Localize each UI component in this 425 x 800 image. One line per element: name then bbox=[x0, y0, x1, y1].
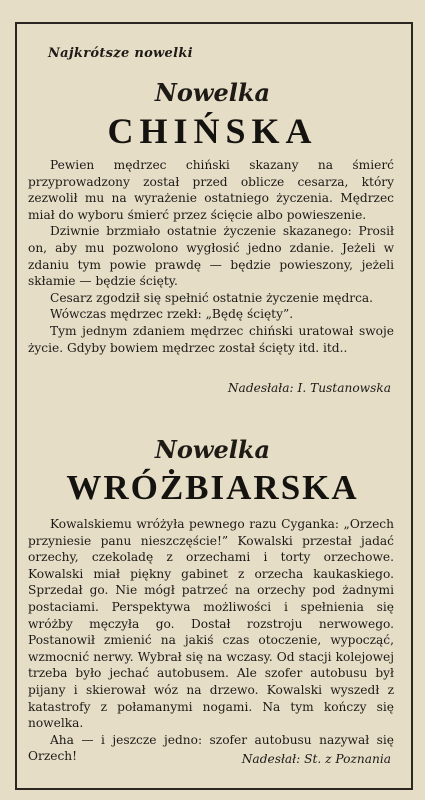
story-2-body bbox=[28, 516, 394, 765]
story-1-paragraph: Tym jednym zdaniem mędrzec chiński uratował swoje życie. Gdyby bowiem mędrzec został ścięty itd. itd.. bbox=[28, 323, 394, 355]
story-1-kicker: Nowelka bbox=[154, 78, 271, 107]
column-title: Najkrótsze nowelki bbox=[48, 46, 193, 61]
story-1-paragraph: Pewien mędrzec chiński skazany na śmierć przyprowadzony został przed oblicze cesarza, który zezwolił mu na wyrażenie ostatniego życzenia. Mędrzec miał do wyboru śmierć przez ścięcie albo powieszenie. bbox=[28, 158, 394, 222]
story-1-body bbox=[28, 157, 394, 356]
story-1-paragraph: Wówczas mędrzec rzekł: „Będę ścięty”. bbox=[50, 307, 294, 322]
story-1-title: CHIŃSKA bbox=[107, 111, 318, 151]
story-2-title: WRÓŻBIARSKA bbox=[66, 468, 359, 507]
story-2-paragraph: Aha — i jeszcze jedno: szofer autobusu nazywał się Orzech! bbox=[28, 732, 394, 764]
story-2-kicker: Nowelka bbox=[154, 435, 271, 464]
story-2-signature: Nadesłał: St. z Poznania bbox=[241, 752, 391, 766]
story-1-paragraph: Dziwnie brzmiało ostatnie życzenie skazanego: Prosił on, aby mu pozwolono wygłosić jedno zdanie. Jeżeli w zdaniu tym powie prawdę — będzie powieszony, jeżeli skłamie — będzie ścięty. bbox=[28, 224, 394, 289]
story-1-paragraph: Cesarz zgodził się spełnić ostatnie życzenie mędrca. bbox=[50, 290, 374, 305]
story-2-paragraph: Kowalskiemu wróżyła pewnego razu Cyganka: „Orzech przyniesie panu nieszczęście!” Kowalski przestał jadać orzechy, czekoladę z orzechami i torty orzechowe. Kowalski miał piękny gabinet z orzecha kaukaskiego. Sprzedał go. Nie mógł patrzeć na orzechy pod żadnymi postaciami. Perspektywa możliwości i spełnienia się wróżby męczyła go. Dostał rozstroju nerwowego. Postanowił zmienić na jakiś czas otoczenie, wypocząć, wzmocnić nerwy. Wybrał się na wczasy. Od stacji kolejowej trzeba było jechać autobusem. Ale szofer autobusu był pijany i skierował wóz na drzewo. Kowalski wyszedł z katastrofy z połamanymi nogami. Na tym kończy się nowelka. bbox=[28, 517, 394, 731]
story-1-signature: Nadesłała: I. Tustanowska bbox=[227, 381, 391, 395]
